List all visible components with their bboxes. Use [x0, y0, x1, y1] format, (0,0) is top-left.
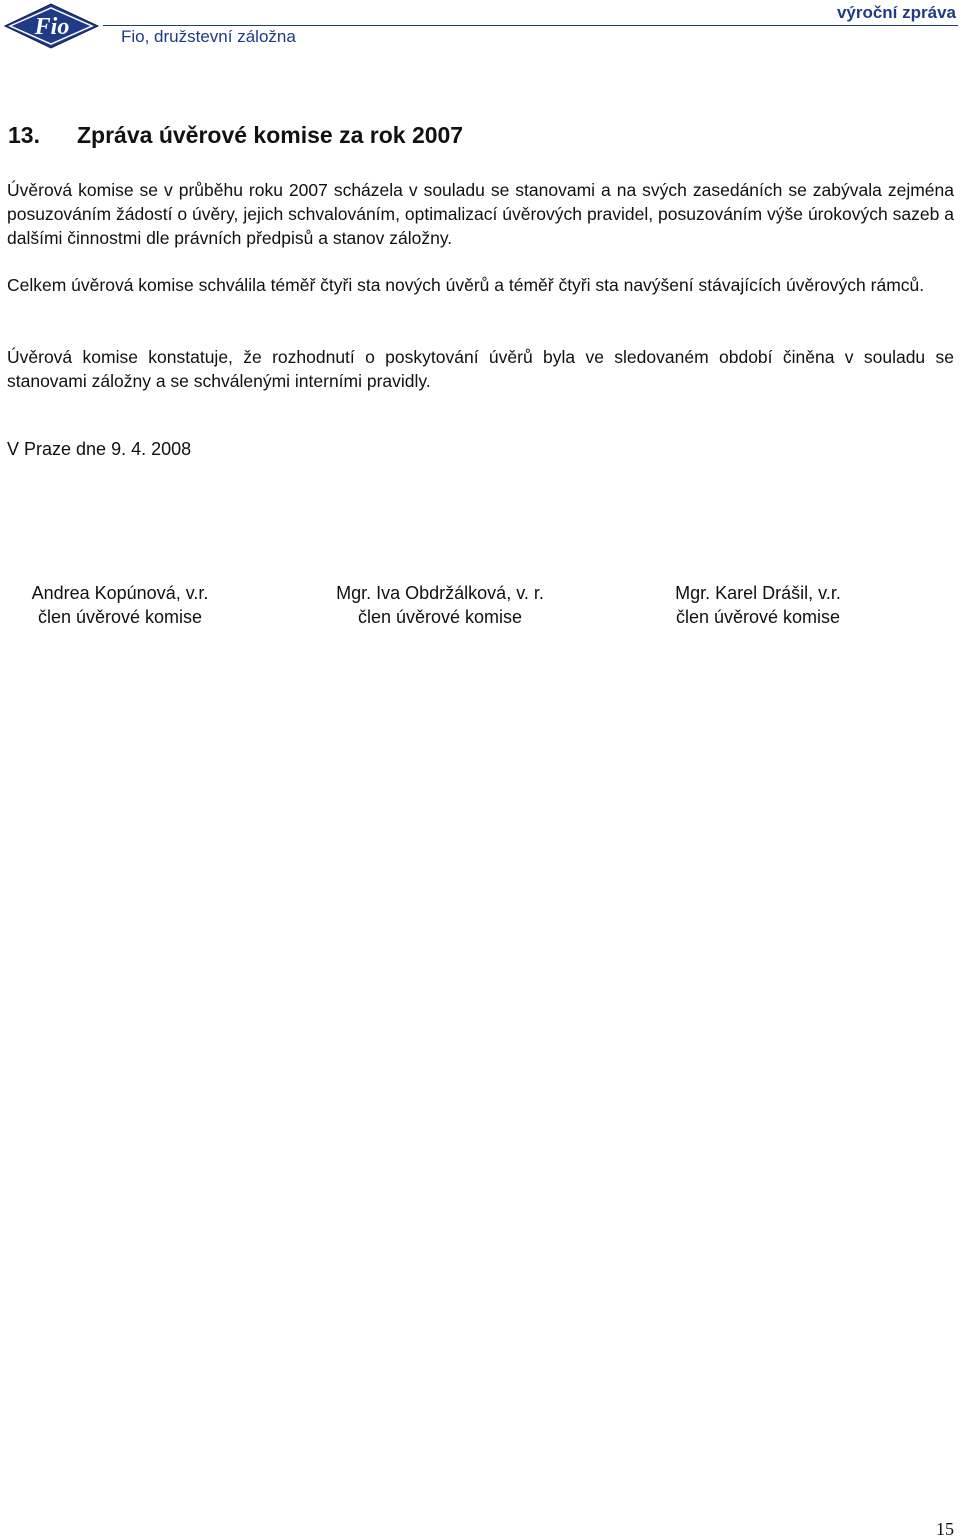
document-type-label: výroční zpráva	[836, 3, 956, 22]
svg-text:Fio: Fio	[34, 14, 70, 40]
signatory-role: člen úvěrové komise	[675, 607, 841, 627]
signatory-name: Andrea Kopúnová, v.r.	[31, 583, 209, 603]
header-rule	[103, 25, 958, 26]
signature-block	[658, 581, 858, 629]
signatory-name: Mgr. Iva Obdržálková, v. r.	[336, 583, 544, 603]
section-number: 13.	[8, 122, 40, 148]
organization-name: Fio, družstevní záložna	[121, 27, 296, 46]
signature-block	[320, 581, 560, 629]
signatory-name: Mgr. Karel Drášil, v.r.	[675, 583, 841, 603]
paragraph-committee-activities: Úvěrová komise se v průběhu roku 2007 scházela v souladu se stanovami a na svých zasedáních se zabývala zejména posuzováním žádostí o úvěry, jejich schvalováním, optimalizací úvěrových pravidel, posuzováním výše úrokových sazeb a dalšími činnostmi dle právních předpisů a stanov záložny.	[7, 180, 954, 248]
paragraph-compliance-statement: Úvěrová komise konstatuje, že rozhodnutí o poskytování úvěrů byla ve sledovaném období činěna v souladu se stanovami záložny a se schválenými interními pravidly.	[7, 347, 954, 391]
date-line: V Praze dne 9. 4. 2008	[7, 439, 192, 459]
section-title: Zpráva úvěrové komise za rok 2007	[77, 122, 464, 148]
signatory-role: člen úvěrové komise	[37, 607, 203, 627]
paragraph-approved-loans: Celkem úvěrová komise schválila téměř čtyři sta nových úvěrů a téměř čtyři sta navýšení stávajících úvěrových rámců.	[7, 275, 925, 295]
section-heading	[8, 122, 463, 149]
signature-block	[20, 581, 220, 629]
signatory-role: člen úvěrové komise	[357, 607, 523, 627]
page-number: 15	[936, 1519, 954, 1539]
fio-logo	[4, 2, 100, 52]
